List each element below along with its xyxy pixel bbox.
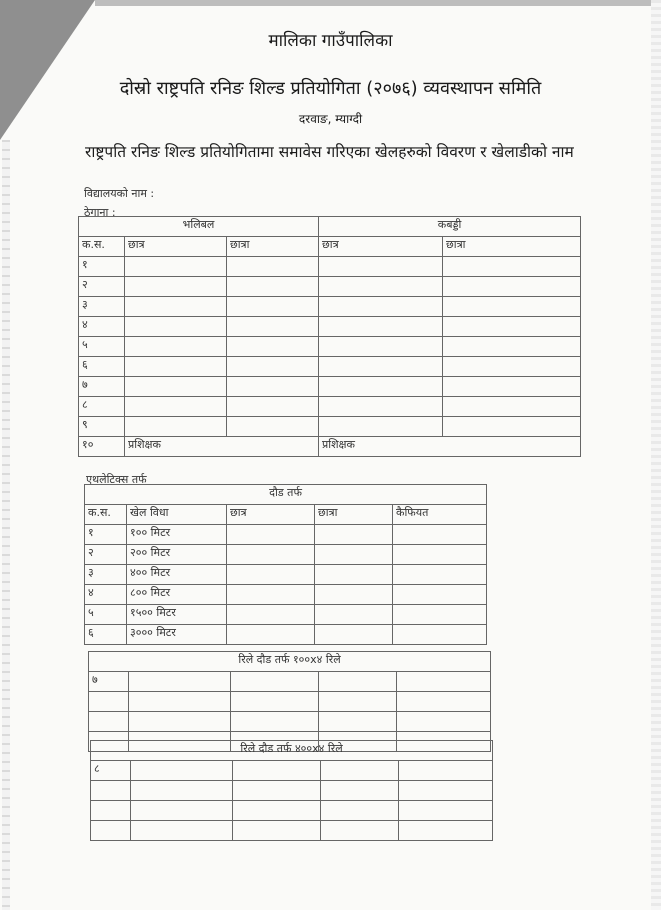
entry-cell[interactable] <box>443 377 581 397</box>
entry-cell[interactable] <box>131 781 233 801</box>
committee-title: दोस्रो राष्ट्रपति रनिङ शिल्ड प्रतियोगिता (२०७६) व्यवस्थापन समिति <box>119 78 542 99</box>
row-number: १० <box>79 437 125 457</box>
entry-cell[interactable] <box>227 625 315 645</box>
relay-100x4-title: रिले दौड तर्फ १००x४ रिले <box>89 652 491 672</box>
event-name: २०० मिटर <box>127 545 227 565</box>
entry-cell[interactable] <box>315 545 393 565</box>
athletics-table <box>84 484 487 645</box>
entry-cell[interactable] <box>125 317 227 337</box>
entry-cell[interactable] <box>321 821 399 841</box>
entry-cell[interactable] <box>321 761 399 781</box>
entry-cell[interactable] <box>393 585 487 605</box>
athletics-section-label: एथलेटिक्स तर्फ <box>86 473 147 486</box>
group-header-row <box>85 485 487 505</box>
row-number <box>91 801 131 821</box>
column-header-row <box>85 505 487 525</box>
table-row <box>85 525 487 545</box>
entry-cell[interactable] <box>319 257 443 277</box>
entry-cell[interactable] <box>321 781 399 801</box>
scan-left-streak <box>2 140 10 910</box>
entry-cell[interactable] <box>393 605 487 625</box>
volleyball-group-header: भलिबल <box>79 217 319 237</box>
entry-cell[interactable] <box>319 337 443 357</box>
table-row <box>79 337 581 357</box>
entry-cell[interactable] <box>129 692 231 712</box>
col-girls-header: छात्रा <box>443 237 581 257</box>
entry-cell[interactable] <box>319 317 443 337</box>
table-row <box>79 377 581 397</box>
table-row <box>85 605 487 625</box>
running-group-header: दौड तर्फ <box>85 485 487 505</box>
entry-cell[interactable] <box>319 712 397 732</box>
row-number: ५ <box>85 605 127 625</box>
entry-cell[interactable] <box>125 357 227 377</box>
entry-cell[interactable] <box>319 672 397 692</box>
table-row <box>79 417 581 437</box>
entry-cell[interactable] <box>319 692 397 712</box>
table-row <box>85 585 487 605</box>
col-boys-header: छात्र <box>319 237 443 257</box>
row-number <box>91 821 131 841</box>
entry-cell[interactable] <box>399 761 493 781</box>
address-label: ठेगाना : <box>84 206 116 219</box>
col-boys-header: छात्र <box>125 237 227 257</box>
entry-cell[interactable] <box>393 565 487 585</box>
entry-cell[interactable] <box>399 801 493 821</box>
entry-cell[interactable] <box>233 801 321 821</box>
relay-title-row <box>89 652 491 672</box>
event-name: १०० मिटर <box>127 525 227 545</box>
volleyball-coach-cell[interactable]: प्रशिक्षक <box>125 437 319 457</box>
table-row <box>79 277 581 297</box>
entry-cell[interactable] <box>227 257 319 277</box>
event-name: ३००० मिटर <box>127 625 227 645</box>
entry-cell[interactable] <box>125 417 227 437</box>
entry-cell[interactable] <box>227 377 319 397</box>
table-row <box>89 692 491 712</box>
row-number: २ <box>85 545 127 565</box>
entry-cell[interactable] <box>319 397 443 417</box>
entry-cell[interactable] <box>231 672 319 692</box>
entry-cell[interactable] <box>227 545 315 565</box>
table-row <box>85 545 487 565</box>
entry-cell[interactable] <box>233 781 321 801</box>
entry-cell[interactable] <box>231 692 319 712</box>
row-number: ४ <box>79 317 125 337</box>
entry-cell[interactable] <box>319 277 443 297</box>
entry-cell[interactable] <box>315 605 393 625</box>
entry-cell[interactable] <box>227 417 319 437</box>
entry-cell[interactable] <box>125 297 227 317</box>
row-number: ३ <box>85 565 127 585</box>
row-number: ८ <box>79 397 125 417</box>
entry-cell[interactable] <box>319 297 443 317</box>
row-number: ५ <box>79 337 125 357</box>
table-row <box>91 761 493 781</box>
entry-cell[interactable] <box>399 781 493 801</box>
entry-cell[interactable] <box>227 317 319 337</box>
entry-cell[interactable] <box>125 397 227 417</box>
team-games-table <box>78 216 581 457</box>
entry-cell[interactable] <box>125 277 227 297</box>
entry-cell[interactable] <box>319 357 443 377</box>
entry-cell[interactable] <box>227 277 319 297</box>
row-number: ६ <box>79 357 125 377</box>
row-number: ३ <box>79 297 125 317</box>
event-name: १५०० मिटर <box>127 605 227 625</box>
col-girls-header: छात्रा <box>315 505 393 525</box>
entry-cell[interactable] <box>443 257 581 277</box>
table-row <box>89 672 491 692</box>
entry-cell[interactable] <box>227 605 315 625</box>
entry-cell[interactable] <box>443 297 581 317</box>
row-number <box>89 712 129 732</box>
entry-cell[interactable] <box>227 565 315 585</box>
municipality-title: मालिका गाउँपालिका <box>268 31 393 51</box>
row-number: ७ <box>79 377 125 397</box>
kabaddi-coach-cell[interactable]: प्रशिक्षक <box>319 437 581 457</box>
entry-cell[interactable] <box>227 585 315 605</box>
col-sn-header: क.स. <box>85 505 127 525</box>
entry-cell[interactable] <box>319 377 443 397</box>
row-number: ६ <box>85 625 127 645</box>
table-row <box>91 821 493 841</box>
relay-400x4-title: रिले दौड तर्फ ४००x४ रिले <box>91 741 493 761</box>
table-row <box>79 257 581 277</box>
entry-cell[interactable] <box>233 761 321 781</box>
coach-row <box>79 437 581 457</box>
table-row <box>79 357 581 377</box>
location-line: दरवाङ, म्याग्दी <box>298 112 363 126</box>
entry-cell[interactable] <box>125 337 227 357</box>
entry-cell[interactable] <box>393 625 487 645</box>
table-row <box>89 712 491 732</box>
col-girls-header: छात्रा <box>227 237 319 257</box>
group-header-row <box>79 217 581 237</box>
entry-cell[interactable] <box>227 297 319 317</box>
school-name-label: विद्यालयको नाम : <box>84 187 155 200</box>
event-name: ८०० मिटर <box>127 585 227 605</box>
table-row <box>91 781 493 801</box>
relay-100x4-table <box>88 651 491 752</box>
entry-cell[interactable] <box>227 397 319 417</box>
row-number: ४ <box>85 585 127 605</box>
column-header-row <box>79 237 581 257</box>
entry-cell[interactable] <box>393 525 487 545</box>
entry-cell[interactable] <box>319 417 443 437</box>
scan-right-streak <box>651 0 661 910</box>
table-row <box>79 297 581 317</box>
entry-cell[interactable] <box>131 761 233 781</box>
table-row <box>79 397 581 417</box>
table-row <box>85 625 487 645</box>
entry-cell[interactable] <box>399 821 493 841</box>
entry-cell[interactable] <box>315 625 393 645</box>
entry-cell[interactable] <box>443 277 581 297</box>
row-number: ७ <box>89 672 129 692</box>
entry-cell[interactable] <box>321 801 399 821</box>
entry-cell[interactable] <box>231 712 319 732</box>
col-event-header: खेल विधा <box>127 505 227 525</box>
entry-cell[interactable] <box>443 317 581 337</box>
row-number: २ <box>79 277 125 297</box>
col-remarks-header: कैफियत <box>393 505 487 525</box>
entry-cell[interactable] <box>315 525 393 545</box>
entry-cell[interactable] <box>315 565 393 585</box>
col-sn-header: क.स. <box>79 237 125 257</box>
entry-cell[interactable] <box>129 672 231 692</box>
kabaddi-group-header: कबड्डी <box>319 217 581 237</box>
event-name: ४०० मिटर <box>127 565 227 585</box>
row-number: १ <box>79 257 125 277</box>
entry-cell[interactable] <box>393 545 487 565</box>
entry-cell[interactable] <box>129 712 231 732</box>
entry-cell[interactable] <box>397 712 491 732</box>
entry-cell[interactable] <box>397 672 491 692</box>
entry-cell[interactable] <box>233 821 321 841</box>
row-number: ९ <box>79 417 125 437</box>
entry-cell[interactable] <box>125 257 227 277</box>
row-number <box>89 692 129 712</box>
entry-cell[interactable] <box>227 337 319 357</box>
entry-cell[interactable] <box>315 585 393 605</box>
entry-cell[interactable] <box>227 357 319 377</box>
entry-cell[interactable] <box>397 692 491 712</box>
entry-cell[interactable] <box>131 821 233 841</box>
entry-cell[interactable] <box>125 377 227 397</box>
row-number: ८ <box>91 761 131 781</box>
row-number <box>91 781 131 801</box>
table-row <box>79 317 581 337</box>
entry-cell[interactable] <box>443 357 581 377</box>
relay-400x4-table <box>90 740 493 841</box>
row-number: १ <box>85 525 127 545</box>
table-row <box>91 801 493 821</box>
entry-cell[interactable] <box>443 397 581 417</box>
entry-cell[interactable] <box>227 525 315 545</box>
scan-top-edge <box>95 0 661 6</box>
table-row <box>85 565 487 585</box>
entry-cell[interactable] <box>443 337 581 357</box>
entry-cell[interactable] <box>131 801 233 821</box>
entry-cell[interactable] <box>443 417 581 437</box>
relay-title-row <box>91 741 493 761</box>
col-boys-header: छात्र <box>227 505 315 525</box>
form-subtitle: राष्ट्रपति रनिङ शिल्ड प्रतियोगितामा समावेस गरिएका खेलहरुको विवरण र खेलाडीको नाम <box>85 143 574 161</box>
